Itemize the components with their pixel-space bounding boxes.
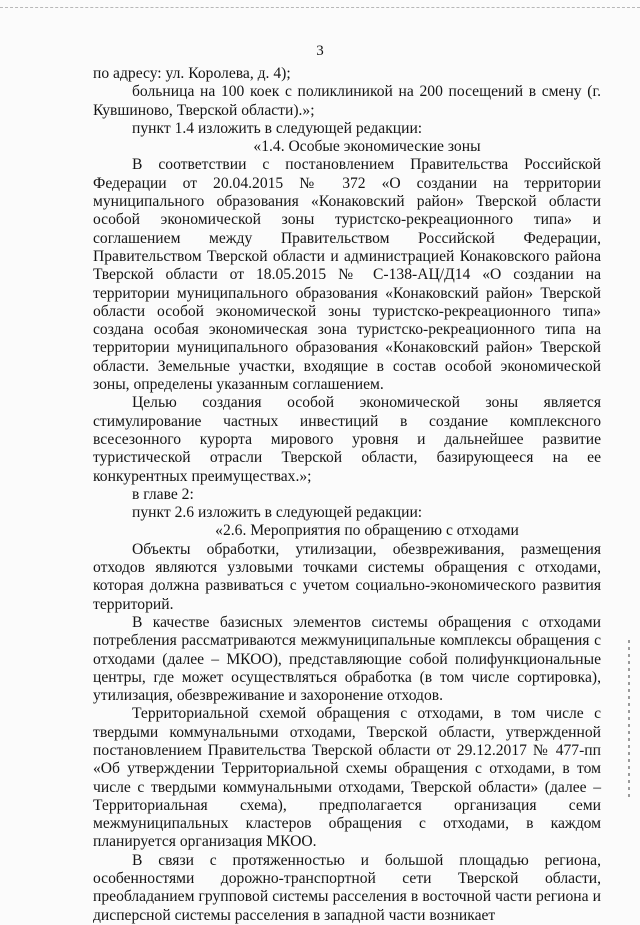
paragraph: Целью создания особой экономической зоны является стимулирование частных инвестиций в создание комплексного всесезонного курорта мирового уровня и дальнейшее развитие туристической отрасли Тверской области, базирующееся на ее конкурентных преимуществах.»; (93, 394, 601, 485)
scan-top-edge (0, 7, 640, 8)
paragraph: В связи с протяженностью и большой площадью региона, особенностями дорожно-транспортной сети Тверской области, преобладанием групповой системы расселения в восточной части региона и дисперсной системы расселения в западной части возникает (93, 851, 601, 924)
paragraph: Объекты обработки, утилизации, обезвреживания, размещения отходов являются узловыми точками системы обращения с отходами, которая должна развиваться с учетом социально-экономического развития территорий. (93, 540, 601, 613)
paragraph: пункт 2.6 изложить в следующей редакции: (132, 504, 423, 522)
paragraph: в главе 2: (132, 485, 194, 503)
section-heading: «1.4. Особые экономические зоны (253, 138, 481, 156)
paragraph: по адресу: ул. Королева, д. 4); (93, 65, 291, 82)
paragraph: Территориальной схемой обращения с отходами, в том числе с твердыми коммунальными отходами, Тверской области, утвержденной постановлением Правительства Тверской области от 29.12.2017 № 477-пп «Об утверждении Территориальной схемы обращения с отходами, в том числе с твердыми коммунальными отходами, Тверской области» (далее – Территориальная схема), предполагается организация семи межмуниципальных кластеров обращения с отходами, в каждом планируется организация МКОО. (93, 705, 601, 851)
document-body (93, 65, 601, 925)
section-heading: «2.6. Мероприятия по обращению с отходами (215, 522, 519, 540)
paragraph: пункт 1.4 изложить в следующей редакции: (132, 119, 423, 137)
paragraph: В качестве базисных элементов системы обращения с отходами потребления рассматриваются межмуниципальные комплексы обращения с отходами (далее – МКОО), представляющие собой полифункциональные центры, где может осуществляться обработка (в том числе сортировка), утилизация, обезвреживание и захоронение отходов. (93, 613, 601, 705)
paragraph: В соответствии с постановлением Правительства Российской Федерации от 20.04.2015 № 372 «О создании на территории муниципального образования «Конаковский район» Тверской области особой экономической зоны туристско-рекреационного типа» и соглашением между Правительством Российской Федерации, Правительством Тверской области и администрацией Конаковского района Тверской области от 18.05.2015 № С-138-АЦ/Д14 «О создании на территории муниципального образования «Конаковский район» Тверской области особой экономической зоны туристско-рекреационного типа» создана особая экономическая зона туристско-рекреационного типа на территории муниципального образования «Конаковский район» Тверской области. Земельные участки, входящие в состав особой экономической зоны, определены указанным соглашением. (93, 156, 601, 394)
page-number: 3 (316, 43, 324, 59)
paragraph: больница на 100 коек с поликлиникой на 200 посещений в смену (г. Кувшиново, Тверской области).»; (93, 83, 601, 119)
scan-side-mark (628, 640, 630, 800)
